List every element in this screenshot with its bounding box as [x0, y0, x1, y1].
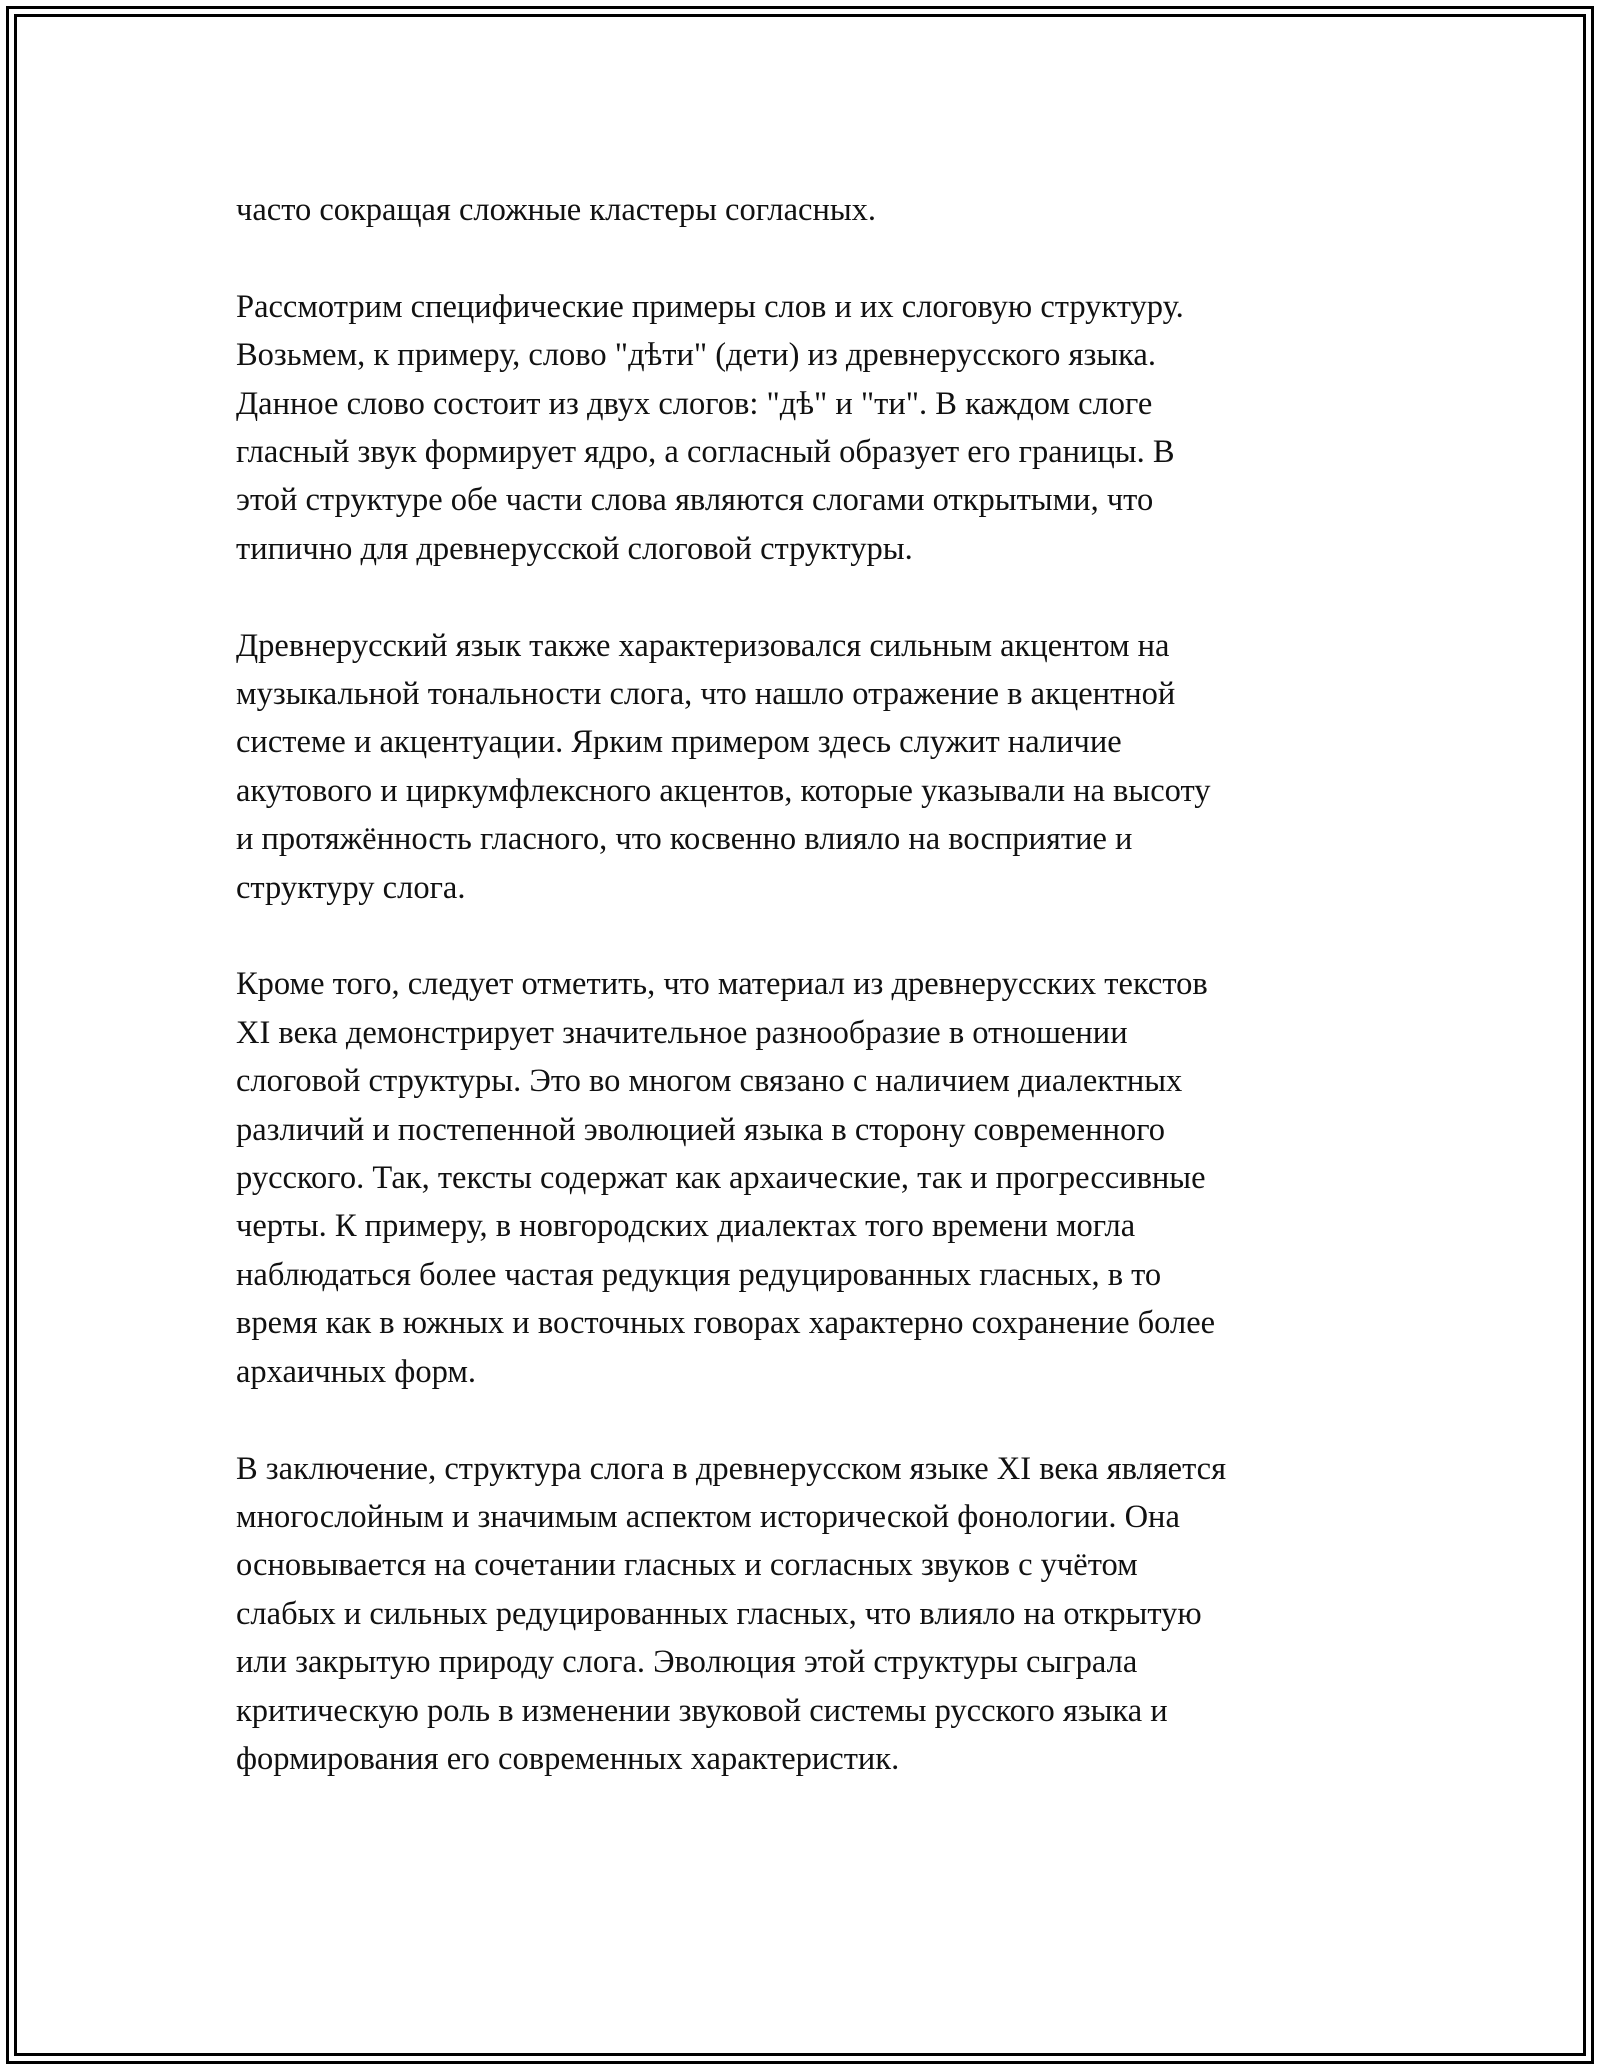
text-line: Древнерусский язык также характеризовался сильным акцентом на: [236, 627, 1170, 664]
text-line: часто сокращая сложные кластеры согласных.: [236, 192, 877, 228]
text-line: гласный звук формирует ядро, а согласный образует его границы. В: [236, 434, 1175, 471]
text-line: Рассмотрим специфические примеры слов и их слоговую структуру.: [236, 288, 1184, 325]
text-line: архаичных форм.: [236, 1353, 477, 1390]
paragraph-2: [236, 283, 1386, 573]
text-line: В заключение, структура слога в древнерусском языке XI века является: [236, 1450, 1227, 1487]
text-line: или закрытую природу слога. Эволюция этой структуры сыграла: [236, 1644, 1138, 1681]
text-line: Возьмем, к примеру, слово "дѣти" (дети) из древнерусского языка.: [236, 337, 1156, 374]
text-line: Кроме того, следует отметить, что материал из древнерусских текстов: [236, 966, 1208, 1003]
paragraph-5: [236, 1445, 1386, 1784]
text-line: музыкальной тональности слога, что нашло отражение в акцентной: [236, 676, 1176, 713]
text-line: многослойным и значимым аспектом исторической фонологии. Она: [236, 1498, 1180, 1535]
text-line: наблюдаться более частая редукция редуцированных гласных, в то: [236, 1256, 1162, 1293]
text-line: русского. Так, тексты содержат как архаические, так и прогрессивные: [236, 1160, 1206, 1197]
document-body: [236, 186, 1386, 1783]
text-line: черты. К примеру, в новгородских диалектах того времени могла: [236, 1208, 1136, 1245]
text-line: Данное слово состоит из двух слогов: "дѣ" и "ти". В каждом слоге: [236, 385, 1153, 422]
text-line: критическую роль в изменении звуковой системы русского языка и: [236, 1692, 1168, 1729]
text-line: структуру слога.: [236, 869, 466, 906]
text-line: системе и акцентуации. Ярким примером здесь служит наличие: [236, 724, 1122, 761]
text-line: различий и постепенной эволюцией языка в сторону современного: [236, 1111, 1166, 1148]
text-line: этой структуре обе части слова являются слогами открытыми, что: [236, 482, 1154, 519]
text-line: слабых и сильных редуцированных гласных, что влияло на открытую: [236, 1595, 1202, 1632]
text-line: XI века демонстрирует значительное разнообразие в отношении: [236, 1014, 1128, 1051]
paragraph-3: [236, 622, 1386, 912]
paragraph-1: [236, 186, 1386, 234]
text-line: слоговой структуры. Это во многом связано с наличием диалектных: [236, 1063, 1183, 1100]
text-line: акутового и циркумфлексного акцентов, которые указывали на высоту: [236, 772, 1211, 809]
text-line: формирования его современных характеристик.: [236, 1740, 900, 1777]
paragraph-4: [236, 960, 1386, 1396]
text-line: типично для древнерусской слоговой структуры.: [236, 530, 913, 567]
text-line: основывается на сочетании гласных и согласных звуков с учётом: [236, 1547, 1138, 1584]
text-line: и протяжённость гласного, что косвенно влияло на восприятие и: [236, 821, 1133, 858]
text-line: время как в южных и восточных говорах характерно сохранение более: [236, 1305, 1216, 1342]
